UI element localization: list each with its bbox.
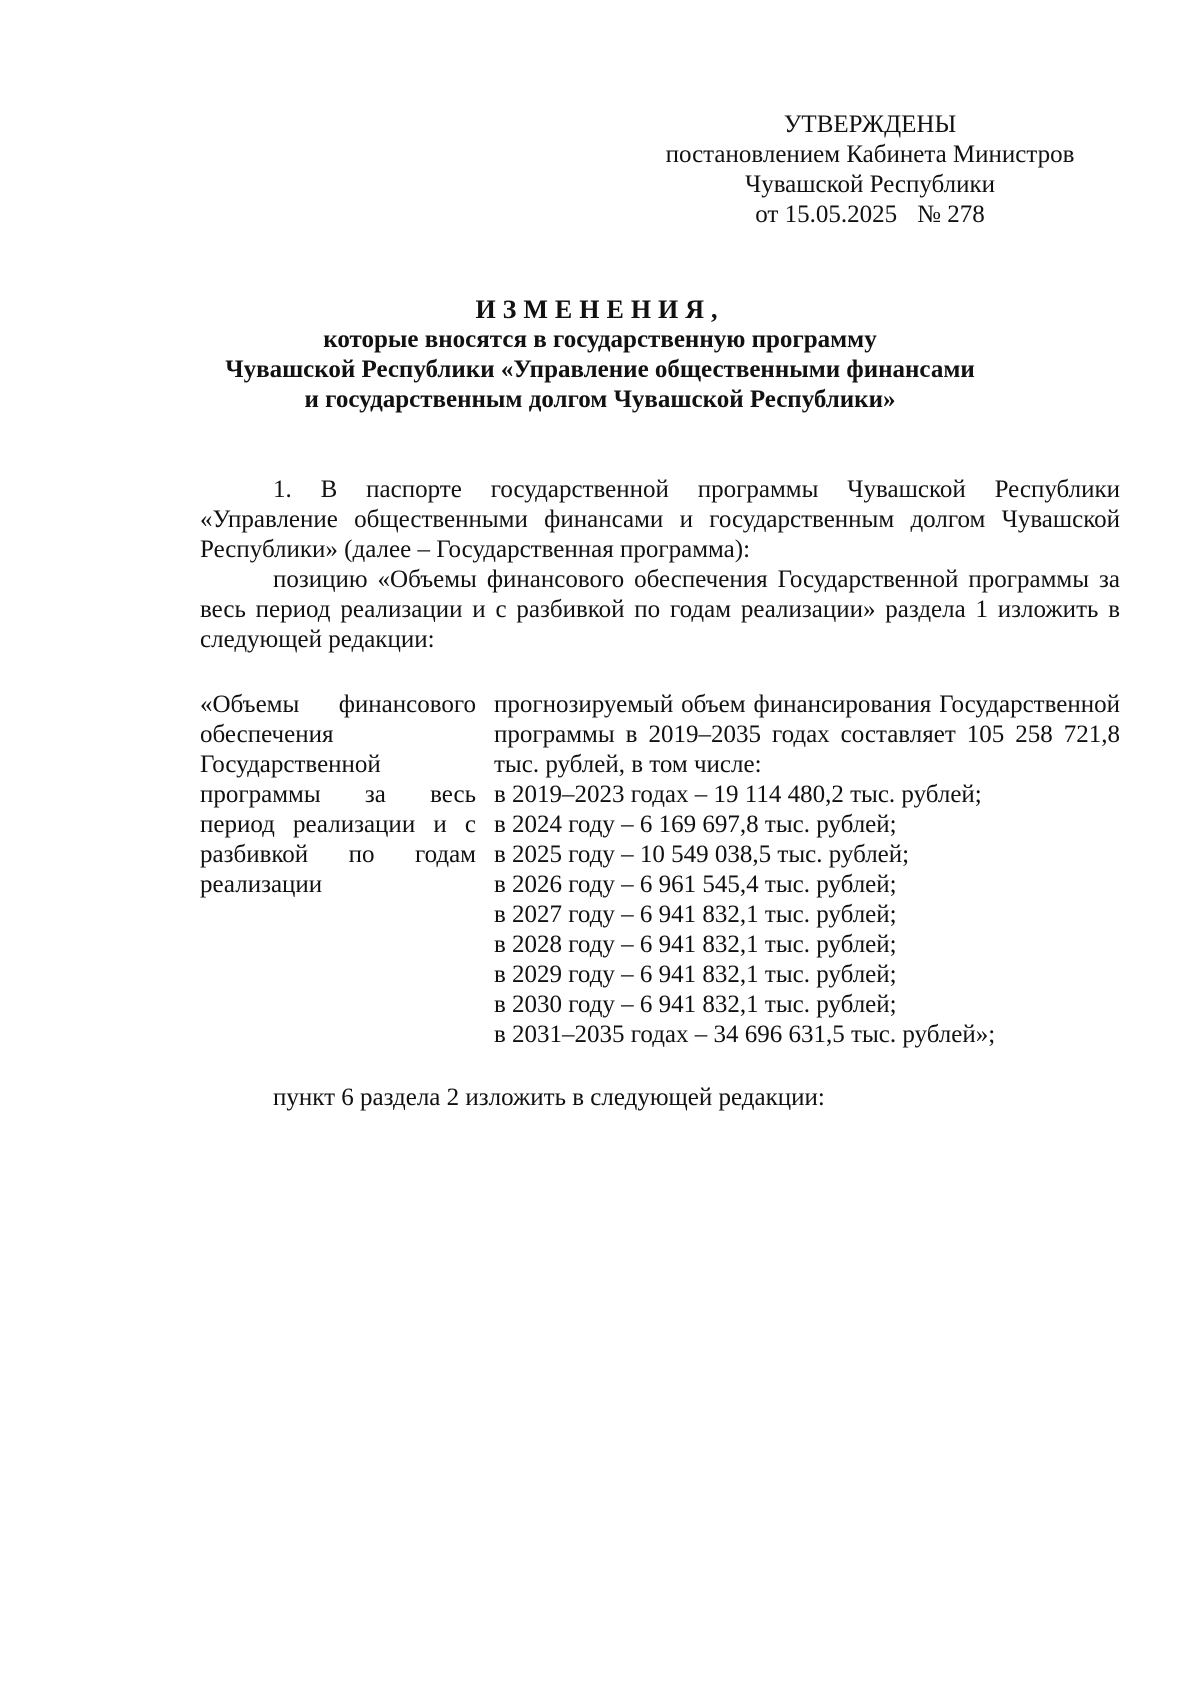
document-heading <box>140 295 1060 415</box>
funding-year-line: в 2027 году – 6 941 832,1 тыс. рублей; <box>494 901 897 928</box>
approval-stamp <box>620 110 1120 230</box>
approval-title: УТВЕРЖДЕНЫ <box>783 111 957 138</box>
funding-year-line: в 2029 году – 6 941 832,1 тыс. рублей; <box>494 961 897 988</box>
funding-position-value <box>494 690 1120 1050</box>
heading-line-2: Чувашской Республики «Управление общественными финансами <box>225 356 975 383</box>
passport-funding-table <box>200 690 1120 1050</box>
approval-republic: Чувашской Республики <box>744 171 996 198</box>
funding-year-line: в 2026 году – 6 961 545,4 тыс. рублей; <box>494 871 897 898</box>
funding-summary: прогнозируемый объем финансирования Государственной программы в 2019–2035 годах составляет 105 258 721,8 тыс. рублей, в том числе: <box>494 691 1120 778</box>
document-title: ИЗМЕНЕНИЯ, <box>475 295 725 324</box>
funding-year-line: в 2024 году – 6 169 697,8 тыс. рублей; <box>494 811 897 838</box>
funding-year-line: в 2031–2035 годах – 34 696 631,5 тыс. рублей»; <box>494 1021 996 1048</box>
funding-year-line: в 2025 году – 10 549 038,5 тыс. рублей; <box>494 841 910 868</box>
closing-section <box>200 1083 1120 1113</box>
heading-line-3: и государственным долгом Чувашской Республики» <box>304 386 896 413</box>
intro-section <box>200 475 1120 655</box>
approval-date: от 15.05.2025 <box>755 201 898 228</box>
approval-issuer: постановлением Кабинета Министров <box>665 141 1075 168</box>
funding-year-line: в 2028 году – 6 941 832,1 тыс. рублей; <box>494 931 897 958</box>
funding-year-line: в 2019–2023 годах – 19 114 480,2 тыс. рублей; <box>494 781 982 808</box>
funding-position-label: «Объемы финансового обеспечения Государственной программы за весь период реализации и с разбивкой по годам реализации <box>200 691 476 898</box>
paragraph-2: позицию «Объемы финансового обеспечения Государственной программы за весь период реализации и с разбивкой по годам реализации» раздела 1 изложить в следующей редакции: <box>200 566 1120 653</box>
approval-number: № 278 <box>917 201 985 228</box>
funding-year-line: в 2030 году – 6 941 832,1 тыс. рублей; <box>494 991 897 1018</box>
table-row <box>200 690 1120 1050</box>
heading-line-1: которые вносятся в государственную программу <box>323 326 877 353</box>
paragraph-3: пункт 6 раздела 2 изложить в следующей редакции: <box>273 1084 825 1111</box>
paragraph-1: 1. В паспорте государственной программы Чувашской Республики «Управление общественными финансами и государственным долгом Чувашской Республики» (далее – Государственная программа): <box>200 476 1120 563</box>
approval-date-number <box>620 200 1120 230</box>
